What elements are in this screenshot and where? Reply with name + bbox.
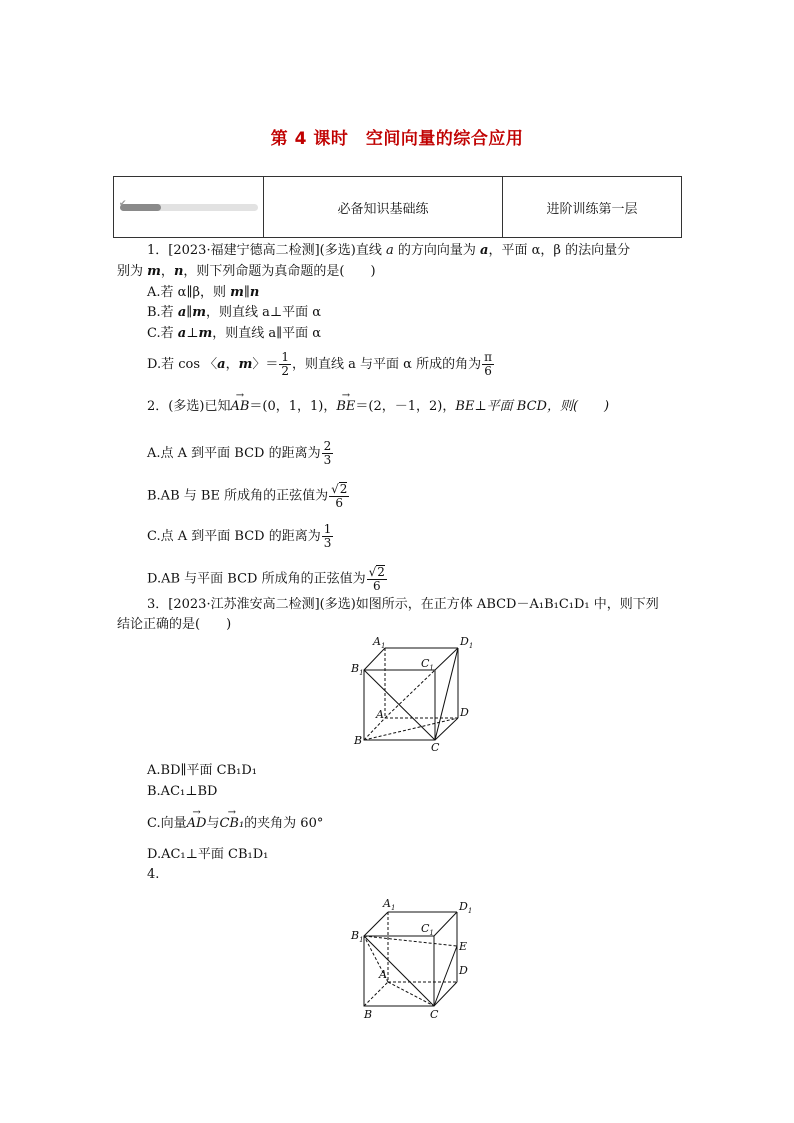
fraction-pi-6: $\frac{\pi}{6}$ <box>484 350 492 378</box>
cube2-label-d: D <box>459 964 468 977</box>
cube1-diag-bd <box>364 718 458 740</box>
cube2-edge-ab <box>364 982 388 1006</box>
q3-option-a: A.BD∥平面 CB₁D₁ <box>147 763 257 778</box>
q4-number: 4. <box>147 867 160 882</box>
cube1-label-d: D <box>460 706 469 719</box>
cube2-label-a: A <box>379 968 387 981</box>
cube2-label-c1: $C_1$ <box>421 922 434 937</box>
fraction-sqrt2-6: $\frac{√2}{6}$ <box>331 482 348 510</box>
q2-option-b: B.AB 与 BE 所成角的正弦值为 $\frac{√2}{6}$ <box>147 482 348 510</box>
q1-option-d: D.若 cos 〈a，m〉＝ $\frac{1}{2}$ ，则直线 a 与平面 α 所成的角为 $\frac{\pi}{6}$ <box>147 350 492 378</box>
cube1-label-c1: $C_1$ <box>421 657 434 672</box>
q1-option-b: B.若 a∥m，则直线 a⊥平面 α <box>147 305 322 320</box>
q1-stem: 1．[2023·福建宁德高二检测](多选)直线 a 的方向向量为 a，平面 α，β 的法向量分 <box>147 243 631 258</box>
q2-option-d: D.AB 与平面 BCD 所成角的正弦值为 $\frac{√2}{6}$ <box>147 565 385 593</box>
cube1-diag-cd1 <box>435 648 458 740</box>
check-icon: ✔ <box>119 198 127 209</box>
fraction-2-3: $\frac{2}{3}$ <box>323 439 332 467</box>
cube2-line-ce <box>434 946 457 1006</box>
cube2-label-d1: $D_1$ <box>459 900 473 915</box>
fraction-1-3: $\frac{1}{3}$ <box>323 522 332 550</box>
cube1-edge-cd <box>435 718 458 740</box>
q1-option-c: C.若 a⊥m，则直线 a∥平面 α <box>147 326 322 341</box>
cube2-edge-c1d1 <box>434 912 457 936</box>
cube2-label-b: B <box>364 1008 373 1020</box>
cube-figure-2 <box>348 892 478 1020</box>
q3-option-b: B.AC₁⊥BD <box>147 784 218 799</box>
q3-stem-line2: 结论正确的是( ) <box>117 617 232 632</box>
progress-cell <box>114 177 264 237</box>
cube2-line-b1c <box>364 936 434 1006</box>
cube2-edge-b1a1 <box>364 912 388 936</box>
fraction-half: $\frac{1}{2}$ <box>281 350 290 378</box>
q2-stem: 2．(多选)已知→ AB＝(0，1，1)，→ BE＝(2，－1，2)，BE⊥平面 BCD，则( ) <box>147 398 609 416</box>
cube2-line-ac <box>388 982 434 1006</box>
cube2-edge-cd <box>434 982 457 1006</box>
cube1-label-c: C <box>431 741 440 754</box>
cube1-front-diag <box>364 670 435 740</box>
cube1-edge-ab <box>364 718 385 740</box>
cube1-label-d1: $D_1$ <box>460 635 474 650</box>
cube1-label-b: B <box>354 734 363 747</box>
basic-practice-label: 必备知识基础练 <box>264 177 503 237</box>
cube2-line-b1e <box>364 936 457 946</box>
fraction-sqrt2-6-b: $\frac{√2}{6}$ <box>368 565 385 593</box>
cube2-label-a1: $A_1$ <box>383 897 396 912</box>
q3-stem: 3．[2023·江苏淮安高二检测](多选)如图所示，在正方体 ABCD－A₁B₁C₁D₁ 中，则下列 <box>147 597 659 612</box>
q3-option-c: C.向量→ AD与→ CB₁的夹角为 60° <box>147 815 323 833</box>
cube2-label-e: E <box>459 940 468 953</box>
q2-option-a: A.点 A 到平面 BCD 的距离为 $\frac{2}{3}$ <box>147 439 332 467</box>
section-banner <box>113 176 682 238</box>
cube1-label-b1: $B_1$ <box>351 662 364 677</box>
cube2-label-c: C <box>430 1008 439 1020</box>
cube1-diag-ac1 <box>385 670 435 718</box>
q1-option-a: A.若 α∥β，则 m∥n <box>147 285 260 300</box>
q3-option-d: D.AC₁⊥平面 CB₁D₁ <box>147 847 269 862</box>
cube-figure-1 <box>348 632 478 754</box>
page-title: 第 4 课时 空间向量的综合应用 <box>270 129 524 149</box>
advanced-practice-label: 进阶训练第一层 <box>546 201 638 217</box>
cube1-edge-c1d1 <box>435 648 458 670</box>
cube2-label-b1: $B_1$ <box>351 929 364 944</box>
cube1-label-a1: $A_1$ <box>373 635 386 650</box>
q2-option-c: C.点 A 到平面 BCD 的距离为 $\frac{1}{3}$ <box>147 522 332 550</box>
progress-bar <box>119 198 258 211</box>
cube1-label-a: A <box>376 708 384 721</box>
cube1-edge-b1a1 <box>364 648 385 670</box>
q1-stem-line2: 别为 m，n，则下列命题为真命题的是( ) <box>117 264 376 279</box>
